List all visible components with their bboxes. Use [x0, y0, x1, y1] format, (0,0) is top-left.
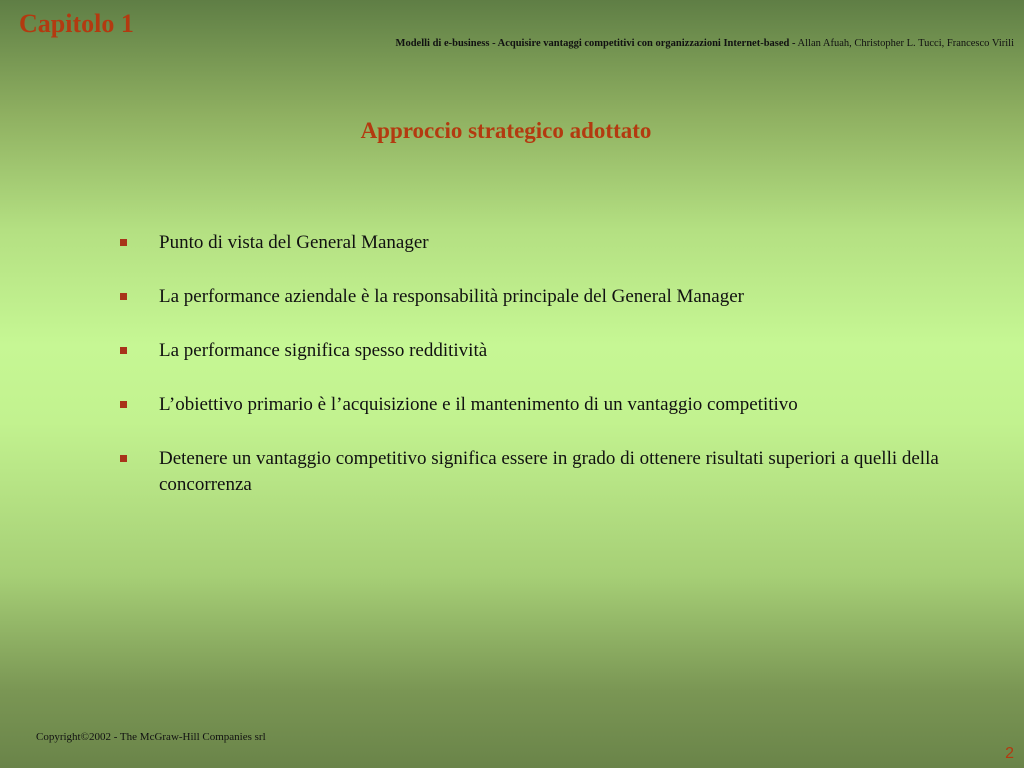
list-item [120, 284, 980, 310]
book-title: Modelli di e-business - Acquisire vantaggi competitivi con organizzazioni Internet-based - [395, 38, 796, 49]
bullet-text: La performance aziendale è la responsabilità principale del General Manager [159, 286, 745, 307]
list-item [120, 230, 980, 256]
bullet-text: L’obiettivo primario è l’acquisizione e il mantenimento di un vantaggio competitivo [159, 394, 798, 415]
copyright-notice: Copyright©2002 - The McGraw-Hill Companies srl [36, 731, 266, 743]
square-bullet-icon [120, 239, 127, 246]
page-number: 2 [1005, 745, 1014, 762]
square-bullet-icon [120, 347, 127, 354]
list-item [120, 392, 980, 418]
slide-title: Approccio strategico adottato [360, 118, 652, 143]
list-item [120, 446, 980, 498]
bullet-text: Detenere un vantaggio competitivo significa essere in grado di ottenere risultati superiori a quelli della concorrenza [159, 448, 939, 495]
square-bullet-icon [120, 293, 127, 300]
square-bullet-icon [120, 455, 127, 462]
chapter-label: Capitolo 1 [19, 9, 134, 38]
book-authors: Allan Afuah, Christopher L. Tucci, Francesco Virili [797, 38, 1014, 49]
bullet-text: La performance significa spesso redditività [159, 340, 488, 361]
square-bullet-icon [120, 401, 127, 408]
book-reference [396, 38, 1014, 49]
bullet-text: Punto di vista del General Manager [159, 232, 429, 253]
list-item [120, 338, 980, 364]
bullet-list [120, 230, 980, 526]
